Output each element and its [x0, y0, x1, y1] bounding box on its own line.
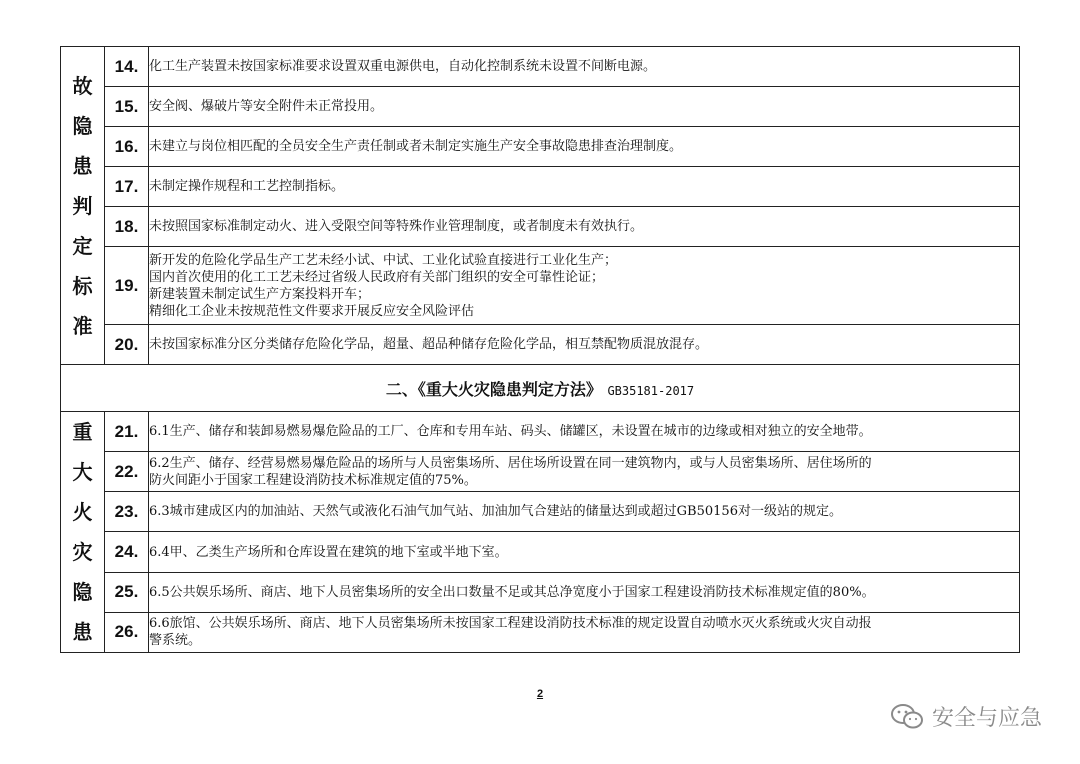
item-description [149, 612, 1020, 652]
item-number: 20. [105, 325, 149, 365]
item-number: 25. [105, 572, 149, 612]
category-char: 判 [72, 193, 93, 218]
table-row [61, 87, 1020, 127]
category-char: 大 [72, 460, 93, 484]
description-line: 未制定操作规程和工艺控制指标。 [149, 179, 345, 194]
description-line: 6.4甲、乙类生产场所和仓库设置在建筑的地下室或半地下室。 [149, 544, 508, 560]
category-char: 隐 [72, 580, 93, 604]
hazard-table [60, 46, 1020, 653]
item-description [149, 87, 1020, 127]
item-number: 24. [105, 532, 149, 572]
table-row [61, 167, 1020, 207]
description-line: 国内首次使用的化工工艺未经过省级人民政府有关部门组织的安全可靠性论证； [149, 269, 605, 285]
table-row [61, 532, 1020, 572]
item-description [149, 412, 1020, 452]
table-row [61, 207, 1020, 247]
description-line: 6.5公共娱乐场所、商店、地下人员密集场所的安全出口数量不足或其总净宽度小于国家工程建设消防技术标准规定值的80%。 [149, 584, 875, 600]
description-line: 6.2生产、储存、经营易燃易爆危险品的场所与人员密集场所、居住场所设置在同一建筑物内，或与人员密集场所、居住场所的 [149, 455, 872, 471]
description-line: 6.3城市建成区内的加油站、天然气或液化石油气加气站、加油加气合建站的储量达到或超过GB50156对一级站的规定。 [149, 504, 842, 520]
description-line: 警系统。 [149, 633, 202, 649]
table-row [61, 452, 1020, 492]
item-description [149, 207, 1020, 247]
item-description [149, 452, 1020, 492]
watermark-text: 安全与应急 [931, 706, 1042, 731]
item-description [149, 492, 1020, 532]
item-description [149, 47, 1020, 87]
description-line: 6.6旅馆、公共娱乐场所、商店、地下人员密集场所未按国家工程建设消防技术标准的规定设置自动喷水灭火系统或火灾自动报 [149, 616, 872, 632]
table-row [61, 127, 1020, 167]
watermark [890, 701, 1042, 732]
item-description [149, 247, 1020, 325]
category-char: 重 [72, 420, 93, 444]
section-standard: GB35181-2017 [607, 383, 695, 398]
item-number: 14. [105, 47, 149, 87]
category-char: 准 [72, 313, 93, 338]
item-description [149, 167, 1020, 207]
description-line: 未按照国家标准制定动火、进入受限空间等特殊作业管理制度，或者制度未有效执行。 [149, 219, 644, 234]
category-char: 火 [72, 500, 93, 524]
item-description [149, 127, 1020, 167]
item-description [149, 325, 1020, 365]
description-line: 未建立与岗位相匹配的全员安全生产责任制或者未制定实施生产安全事故隐患排查治理制度。 [149, 139, 683, 154]
item-number: 26. [105, 612, 149, 652]
item-number: 17. [105, 167, 149, 207]
category-label [61, 412, 105, 653]
description-line: 未按国家标准分区分类储存危险化学品，超量、超品种储存危险化学品，相互禁配物质混放混存。 [149, 337, 709, 352]
description-line: 新建装置未制定试生产方案投料开车； [149, 286, 371, 302]
table-row [61, 247, 1020, 325]
category-char: 患 [72, 620, 93, 644]
table-row [61, 572, 1020, 612]
description-line: 6.1生产、储存和装卸易燃易爆危险品的工厂、仓库和专用车站、码头、储罐区，未设置在城市的边缘或相对独立的安全地带。 [149, 424, 872, 440]
table-row [61, 492, 1020, 532]
description-line: 精细化工企业未按规范性文件要求开展反应安全风险评估 [149, 303, 475, 319]
table-row [61, 47, 1020, 87]
item-number: 16. [105, 127, 149, 167]
item-number: 15. [105, 87, 149, 127]
section-title: 二、《重大火灾隐患判定方法》 [385, 379, 602, 399]
item-number: 19. [105, 247, 149, 325]
category-char: 隐 [72, 113, 93, 138]
table-row [61, 412, 1020, 452]
section-header-row [61, 365, 1020, 412]
category-char: 标 [72, 273, 93, 298]
item-number: 23. [105, 492, 149, 532]
category-char: 灾 [72, 540, 93, 564]
description-line: 新开发的危险化学品生产工艺未经小试、中试、工业化试验直接进行工业化生产； [149, 252, 618, 268]
description-line: 防火间距小于国家工程建设消防技术标准规定值的75%。 [149, 472, 477, 488]
category-char: 患 [72, 153, 93, 178]
description-line: 化工生产装置未按国家标准要求设置双重电源供电，自动化控制系统未设置不间断电源。 [149, 59, 657, 74]
category-label [61, 47, 105, 365]
item-description [149, 532, 1020, 572]
category-char: 故 [72, 73, 93, 98]
item-number: 18. [105, 207, 149, 247]
item-description [149, 572, 1020, 612]
category-char: 定 [72, 233, 93, 258]
table-row [61, 612, 1020, 652]
item-number: 22. [105, 452, 149, 492]
item-number: 21. [105, 412, 149, 452]
wechat-icon [890, 703, 924, 731]
description-line: 安全阀、爆破片等安全附件未正常投用。 [149, 99, 384, 114]
page-number: 2 [536, 688, 544, 700]
section-header [61, 365, 1020, 412]
table-row [61, 325, 1020, 365]
